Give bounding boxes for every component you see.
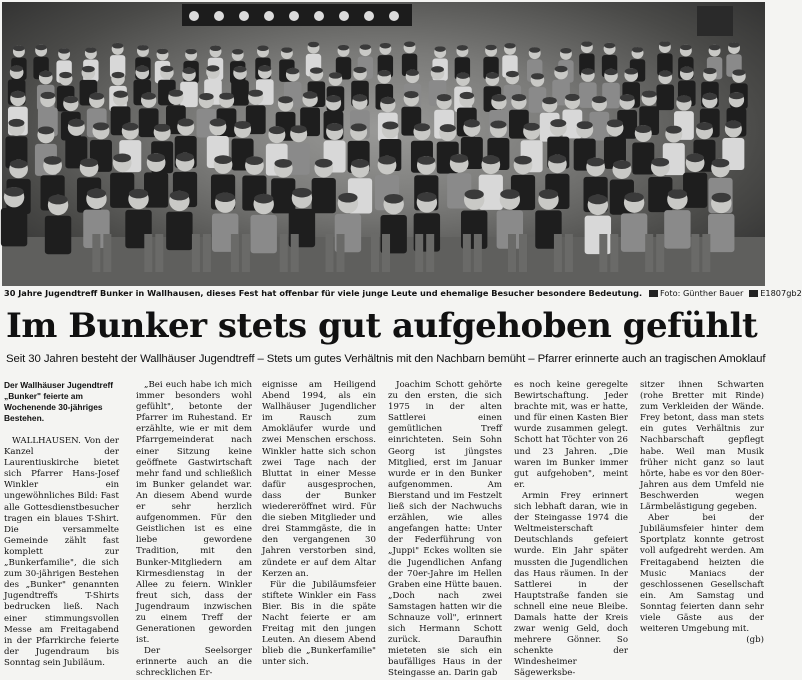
paragraph: es noch keine geregelte Bewirtschaftung. Jeder brachte mit, was er hatte, und für einen Kasten Bier wurde zusammen gelegt. Schott hat Töchter von 26 und 23 Jahren. „Die waren im Bunker immer gut aufgehoben", meint er. [514,380,628,490]
article-body [4,380,766,679]
paragraph: eignisse am Heiligend Abend 1994, als ein Wallhäuser Jugendlicher im Rausch zum Amokläufer wurde und zwei Menschen erschoss. Winkler hatte sich schon zwei Tage nach der Bluttat in einer Messe dafür ausgesprochen, dass der Bunker wiedereröffnet wird. Für die sieben Mitglieder und drei Stammgäste, die in den vergangenen 30 Jahren verstorben sind, zündete er auf dem Altar Kerzen an. [262,380,376,579]
crowd-photo-illustration [2,2,765,286]
column-3 [262,380,376,668]
paragraph: Joachim Schott gehörte zu den ersten, die sich 1975 in der alten Sattlerei einen gemütlichen Treff einrichteten. Sein Sohn Georg ist jüngstes Mitglied, erst im Januar wurde er in den Bunker aufgenommen. Am Bierstand und im Festzelt ließ sich der Nachwuchs erzählen, wie alles angefangen hatte: Unter der Federführung von „Juppi" Eckes wollten sie die Jugendlichen Anfang der 70er-Jahre im Hellen Graben eine Hütte bauen. „Doch nach zwei Samstagen hatten wir die Schnauze voll", erinnert sich Hermann Schott zurück. Daraufhin mieteten sie sich ein baufälliges Haus in der Steingasse an. Darin gab [388,380,502,679]
caption-text: 30 Jahre Jugendtreff Bunker in Wallhausen, dieses Fest hat offenbar für viele junge Leute und ehemalige Besucher besondere Bedeutung. [4,288,643,298]
article-lead: Der Wallhäuser Jugendtreff „Bunker" feierte am Wochenende 30-jähriges Bestehen. [4,380,114,423]
paragraph: Armin Frey erinnert sich lebhaft daran, wie in der Steingasse 1974 die Weltmeisterschaft Deutschlands gefeiert wurde. Ein Jahr später mussten die Jugendlichen das Haus räumen. In der Sattlerei in der Hauptstraße fanden sie schnell eine neue Bleibe. Damals hatte der Kreis zwar wenig Geld, doch mehrere Gönner. So schenkte der Windesheimer Sägewerksbe- [514,490,628,679]
column-2 [136,380,252,679]
paragraph: Der Seelsorger erinnerte auch an die schrecklichen Er- [136,646,252,679]
camera-icon [649,290,658,297]
photo-credit: Foto: Günther Bauer [649,288,743,298]
headline: Im Bunker stets gut aufgehoben gefühlt [6,306,758,346]
column-1 [4,380,119,668]
photo-caption [4,288,802,302]
column-5 [514,380,628,679]
column-4 [388,380,502,679]
author-signature: (gb) [746,635,764,646]
group-photo [2,2,765,286]
photo-code-icon [749,290,758,297]
photo-code: E1807gb2 [749,288,802,298]
subheadline: Seit 30 Jahren besteht der Wallhäuser Jugendtreff – Stets um gutes Verhältnis mit den Nachbarn bemüht – Pfarrer erinnerte auch an tragischen Amoklauf [6,353,766,365]
paragraph: „Bei euch habe ich mich immer besonders wohl gefühlt", betonte der Pfarrer im Ruhestand. Er erzählte, wie er mit dem Pfarrgemeinderat nach einer Sitzung keine geöffnete Gastwirtschaft mehr fand und schließlich im Bunker gelandet war. An diesem Abend wurde er sehr herzlich aufgenommen. Für den Geistlichen ist es eine liebe gewordene Tradition, mit den Bunker-Mitgliedern am Kirmesdienstag in der Allee zu feiern. Winkler freut sich, dass der Jugendraum inzwischen zu einem Treff der Generationen geworden ist. [136,380,252,646]
paragraph: Aber bei der Jubiläumsfeier hinter dem Sportplatz konnte getrost voll aufgedreht werden. Am Freitagabend heizten die Music Maniacs der geschlossenen Gesellschaft ein. Am Samstag und Sonntag feierten dann sehr viele Gäste aus der weiteren Umgebung mit. [640,513,764,635]
paragraph: sitzer ihnen Schwarten (rohe Bretter mit Rinde) zum Verkleiden der Wände. Frey betont, dass man stets ein gutes Verhältnis zur Nachbarschaft gepflegt habe. Weil man Musik früher nicht ganz so laut hörte, habe es vor den 80er-Jahren aus dem Umfeld nie Beschwerden wegen Lärmbelästigung gegeben. [640,380,764,513]
paragraph: WALLHAUSEN. Von der Kanzel der Laurentiuskirche bietet sich Pfarrer Hans-Josef Winkler ein ungewöhnliches Bild: Fast alle Gottesdienstbesucher tragen ein blaues T-Shirt. Die versammelte Gemeinde zählt fast komplett zur „Bunkerfamilie", die sich zum 30-jährigen Bestehen des „Bunker" genannten Jugendtreffs T-Shirts bedrucken ließ. Nach einer stimmungsvollen Messe am Freitagabend in der Pfarrkirche feierte der Jugendraum bis Sonntag sein Jubiläum. [4,436,119,668]
paragraph: Für die Jubiläumsfeier stiftete Winkler ein Fass Bier. Bis in die späte Nacht feierte er am Freitag mit den jungen Leuten. An diesem Abend blieb die „Bunkerfamilie" unter sich. [262,579,376,668]
column-6 [640,380,764,646]
